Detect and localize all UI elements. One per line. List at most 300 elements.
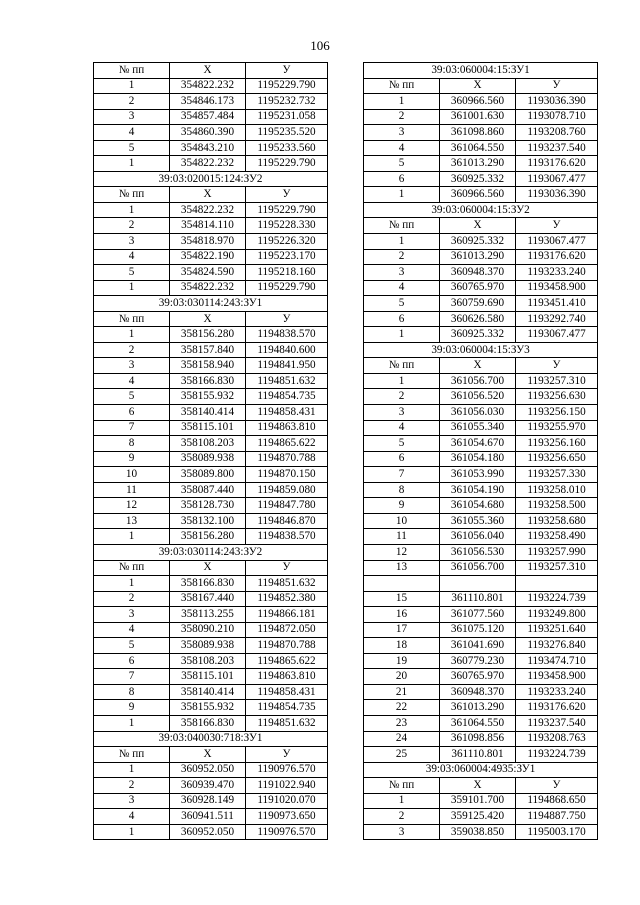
x-coordinate: 361054.680 bbox=[440, 498, 516, 514]
y-coordinate: 1194841.950 bbox=[246, 358, 328, 374]
point-number: 11 bbox=[94, 482, 170, 498]
table-header-row bbox=[364, 218, 598, 234]
table-row bbox=[94, 78, 328, 94]
point-number: 3 bbox=[364, 824, 440, 840]
parcel-title: 39:03:060004:15:ЗУ2 bbox=[364, 202, 598, 218]
y-coordinate: 1193224.739 bbox=[516, 591, 598, 607]
y-coordinate: 1194838.570 bbox=[246, 529, 328, 545]
table-row bbox=[364, 529, 598, 545]
point-number: 5 bbox=[364, 156, 440, 172]
x-coordinate: 361013.290 bbox=[440, 249, 516, 265]
table-row bbox=[364, 265, 598, 281]
y-coordinate: 1193233.240 bbox=[516, 265, 598, 281]
table-row bbox=[364, 669, 598, 685]
point-number: 3 bbox=[94, 607, 170, 623]
x-coordinate: 361054.180 bbox=[440, 451, 516, 467]
header-y: У bbox=[516, 358, 598, 374]
table-row bbox=[94, 467, 328, 483]
y-coordinate: 1194846.870 bbox=[246, 513, 328, 529]
y-coordinate: 1194870.788 bbox=[246, 638, 328, 654]
point-number: 25 bbox=[364, 747, 440, 763]
y-coordinate: 1195223.170 bbox=[246, 249, 328, 265]
point-number bbox=[364, 576, 440, 592]
table-row bbox=[94, 342, 328, 358]
point-number: 1 bbox=[94, 529, 170, 545]
x-coordinate: 358167.440 bbox=[170, 591, 246, 607]
point-number: 2 bbox=[94, 591, 170, 607]
header-num: № пп bbox=[94, 63, 170, 79]
y-coordinate: 1193249.800 bbox=[516, 607, 598, 623]
x-coordinate: 361053.990 bbox=[440, 467, 516, 483]
table-row bbox=[364, 389, 598, 405]
x-coordinate: 358166.830 bbox=[170, 715, 246, 731]
point-number: 4 bbox=[364, 280, 440, 296]
x-coordinate: 359125.420 bbox=[440, 809, 516, 825]
y-coordinate: 1190973.650 bbox=[246, 809, 328, 825]
header-x: Х bbox=[170, 311, 246, 327]
y-coordinate: 1193258.680 bbox=[516, 513, 598, 529]
y-coordinate: 1194868.650 bbox=[516, 793, 598, 809]
y-coordinate: 1193255.970 bbox=[516, 420, 598, 436]
y-coordinate: 1195233.560 bbox=[246, 140, 328, 156]
y-coordinate: 1195003.170 bbox=[516, 824, 598, 840]
x-coordinate: 360626.580 bbox=[440, 311, 516, 327]
x-coordinate: 359101.700 bbox=[440, 793, 516, 809]
x-coordinate: 361056.530 bbox=[440, 544, 516, 560]
header-num: № пп bbox=[364, 778, 440, 794]
point-number: 1 bbox=[94, 78, 170, 94]
table-row bbox=[364, 607, 598, 623]
table-row bbox=[94, 824, 328, 840]
y-coordinate: 1193258.010 bbox=[516, 482, 598, 498]
x-coordinate: 360966.560 bbox=[440, 94, 516, 110]
y-coordinate: 1193276.840 bbox=[516, 638, 598, 654]
parcel-title: 39:03:060004:15:ЗУ1 bbox=[364, 63, 598, 79]
point-number: 4 bbox=[94, 249, 170, 265]
table-row bbox=[94, 498, 328, 514]
point-number: 2 bbox=[364, 809, 440, 825]
table-row bbox=[94, 762, 328, 778]
point-number: 2 bbox=[94, 218, 170, 234]
x-coordinate: 358157.840 bbox=[170, 342, 246, 358]
table-row bbox=[94, 140, 328, 156]
table-header-row bbox=[364, 778, 598, 794]
y-coordinate: 1193067.477 bbox=[516, 171, 598, 187]
page-number: 106 bbox=[310, 38, 330, 53]
header-num: № пп bbox=[94, 311, 170, 327]
header-y: У bbox=[516, 78, 598, 94]
x-coordinate: 361064.550 bbox=[440, 715, 516, 731]
point-number: 4 bbox=[94, 622, 170, 638]
x-coordinate: 360765.970 bbox=[440, 669, 516, 685]
table-row bbox=[94, 202, 328, 218]
x-coordinate: 354860.390 bbox=[170, 125, 246, 141]
x-coordinate: 361013.290 bbox=[440, 700, 516, 716]
table-row bbox=[364, 311, 598, 327]
x-coordinate: 358108.203 bbox=[170, 436, 246, 452]
header-x: Х bbox=[170, 747, 246, 763]
y-coordinate: 1193036.390 bbox=[516, 187, 598, 203]
table-row bbox=[94, 436, 328, 452]
y-coordinate: 1193474.710 bbox=[516, 653, 598, 669]
point-number: 2 bbox=[364, 109, 440, 125]
y-coordinate: 1194865.622 bbox=[246, 653, 328, 669]
table-row bbox=[364, 513, 598, 529]
table-row bbox=[364, 280, 598, 296]
x-coordinate: 354822.232 bbox=[170, 280, 246, 296]
header-num: № пп bbox=[94, 747, 170, 763]
point-number: 22 bbox=[364, 700, 440, 716]
point-number: 7 bbox=[94, 669, 170, 685]
x-coordinate: 360925.332 bbox=[440, 234, 516, 250]
header-y: У bbox=[246, 747, 328, 763]
table-row bbox=[94, 607, 328, 623]
table-row bbox=[364, 234, 598, 250]
table-row bbox=[364, 809, 598, 825]
point-number: 3 bbox=[94, 793, 170, 809]
table-row bbox=[94, 653, 328, 669]
x-coordinate: 358115.101 bbox=[170, 669, 246, 685]
y-coordinate: 1195232.732 bbox=[246, 94, 328, 110]
table-row bbox=[94, 218, 328, 234]
x-coordinate: 361098.860 bbox=[440, 125, 516, 141]
header-num: № пп bbox=[94, 187, 170, 203]
x-coordinate: 361110.801 bbox=[440, 591, 516, 607]
y-coordinate: 1195226.320 bbox=[246, 234, 328, 250]
x-coordinate: 354857.484 bbox=[170, 109, 246, 125]
y-coordinate: 1193078.710 bbox=[516, 109, 598, 125]
point-number: 1 bbox=[94, 824, 170, 840]
table-row bbox=[364, 576, 598, 592]
point-number: 2 bbox=[94, 342, 170, 358]
x-coordinate bbox=[440, 576, 516, 592]
x-coordinate: 360948.370 bbox=[440, 684, 516, 700]
x-coordinate: 361110.801 bbox=[440, 747, 516, 763]
y-coordinate: 1193233.240 bbox=[516, 684, 598, 700]
x-coordinate: 361054.670 bbox=[440, 436, 516, 452]
point-number: 7 bbox=[94, 420, 170, 436]
x-coordinate: 358155.932 bbox=[170, 700, 246, 716]
x-coordinate: 358155.932 bbox=[170, 389, 246, 405]
header-x: Х bbox=[440, 358, 516, 374]
y-coordinate: 1191022.940 bbox=[246, 778, 328, 794]
point-number: 12 bbox=[94, 498, 170, 514]
header-y: У bbox=[516, 778, 598, 794]
x-coordinate: 361056.040 bbox=[440, 529, 516, 545]
point-number: 1 bbox=[94, 156, 170, 172]
x-coordinate: 360952.050 bbox=[170, 762, 246, 778]
y-coordinate: 1193208.763 bbox=[516, 731, 598, 747]
point-number: 4 bbox=[94, 373, 170, 389]
x-coordinate: 361056.030 bbox=[440, 405, 516, 421]
parcel-title: 39:03:030114:243:ЗУ2 bbox=[94, 544, 328, 560]
header-x: Х bbox=[440, 218, 516, 234]
y-coordinate: 1193067.477 bbox=[516, 327, 598, 343]
table-row bbox=[364, 498, 598, 514]
point-number: 3 bbox=[364, 125, 440, 141]
point-number: 6 bbox=[364, 171, 440, 187]
x-coordinate: 358089.938 bbox=[170, 638, 246, 654]
x-coordinate: 358087.440 bbox=[170, 482, 246, 498]
table-row bbox=[94, 373, 328, 389]
y-coordinate: 1193257.310 bbox=[516, 373, 598, 389]
point-number: 9 bbox=[94, 700, 170, 716]
point-number: 20 bbox=[364, 669, 440, 685]
x-coordinate: 359038.850 bbox=[440, 824, 516, 840]
table-row bbox=[94, 420, 328, 436]
point-number: 6 bbox=[364, 311, 440, 327]
point-number: 8 bbox=[94, 684, 170, 700]
x-coordinate: 358132.100 bbox=[170, 513, 246, 529]
y-coordinate: 1195231.058 bbox=[246, 109, 328, 125]
header-num: № пп bbox=[94, 560, 170, 576]
table-row bbox=[364, 731, 598, 747]
x-coordinate: 354843.210 bbox=[170, 140, 246, 156]
x-coordinate: 358089.800 bbox=[170, 467, 246, 483]
x-coordinate: 360765.970 bbox=[440, 280, 516, 296]
x-coordinate: 360966.560 bbox=[440, 187, 516, 203]
table-row bbox=[364, 405, 598, 421]
y-coordinate: 1194863.810 bbox=[246, 669, 328, 685]
x-coordinate: 361056.700 bbox=[440, 373, 516, 389]
y-coordinate: 1195229.790 bbox=[246, 202, 328, 218]
table-row bbox=[364, 451, 598, 467]
parcel-title-row bbox=[364, 202, 598, 218]
x-coordinate: 354822.232 bbox=[170, 156, 246, 172]
table-row bbox=[94, 513, 328, 529]
table-row bbox=[364, 793, 598, 809]
table-row bbox=[364, 249, 598, 265]
parcel-title: 39:03:040030:718:ЗУ1 bbox=[94, 731, 328, 747]
table-row bbox=[94, 125, 328, 141]
table-row bbox=[94, 684, 328, 700]
x-coordinate: 360952.050 bbox=[170, 824, 246, 840]
y-coordinate: 1193176.620 bbox=[516, 249, 598, 265]
header-x: Х bbox=[170, 187, 246, 203]
point-number: 13 bbox=[94, 513, 170, 529]
x-coordinate: 361056.700 bbox=[440, 560, 516, 576]
x-coordinate: 360925.332 bbox=[440, 327, 516, 343]
table-row bbox=[94, 249, 328, 265]
point-number: 1 bbox=[94, 715, 170, 731]
y-coordinate: 1194852.380 bbox=[246, 591, 328, 607]
table-row bbox=[364, 171, 598, 187]
point-number: 5 bbox=[364, 296, 440, 312]
point-number: 6 bbox=[94, 405, 170, 421]
table-row bbox=[364, 109, 598, 125]
table-row bbox=[94, 405, 328, 421]
x-coordinate: 361013.290 bbox=[440, 156, 516, 172]
x-coordinate: 354814.110 bbox=[170, 218, 246, 234]
table-row bbox=[94, 358, 328, 374]
header-y: У bbox=[246, 560, 328, 576]
x-coordinate: 361055.360 bbox=[440, 513, 516, 529]
table-row bbox=[364, 420, 598, 436]
point-number: 11 bbox=[364, 529, 440, 545]
table-row bbox=[94, 280, 328, 296]
point-number: 13 bbox=[364, 560, 440, 576]
point-number: 3 bbox=[94, 358, 170, 374]
x-coordinate: 360759.690 bbox=[440, 296, 516, 312]
point-number: 1 bbox=[94, 327, 170, 343]
y-coordinate: 1194863.810 bbox=[246, 420, 328, 436]
table-row bbox=[364, 373, 598, 389]
table-row bbox=[94, 451, 328, 467]
y-coordinate: 1193292.740 bbox=[516, 311, 598, 327]
table-header-row bbox=[94, 311, 328, 327]
point-number: 10 bbox=[94, 467, 170, 483]
table-row bbox=[364, 653, 598, 669]
table-row bbox=[94, 809, 328, 825]
parcel-title: 39:03:060004:15:ЗУ3 bbox=[364, 342, 598, 358]
table-row bbox=[364, 715, 598, 731]
x-coordinate: 361064.550 bbox=[440, 140, 516, 156]
point-number: 7 bbox=[364, 467, 440, 483]
header-num: № пп bbox=[364, 358, 440, 374]
table-header-row bbox=[364, 358, 598, 374]
x-coordinate: 361075.120 bbox=[440, 622, 516, 638]
table-row bbox=[364, 544, 598, 560]
table-row bbox=[364, 622, 598, 638]
table-row bbox=[364, 824, 598, 840]
x-coordinate: 358108.203 bbox=[170, 653, 246, 669]
point-number: 18 bbox=[364, 638, 440, 654]
header-y: У bbox=[516, 218, 598, 234]
table-row bbox=[94, 389, 328, 405]
table-row bbox=[364, 747, 598, 763]
point-number: 16 bbox=[364, 607, 440, 623]
table-row bbox=[364, 125, 598, 141]
y-coordinate: 1193237.540 bbox=[516, 715, 598, 731]
point-number: 1 bbox=[94, 762, 170, 778]
y-coordinate: 1193256.150 bbox=[516, 405, 598, 421]
x-coordinate: 358156.280 bbox=[170, 529, 246, 545]
y-coordinate: 1193256.160 bbox=[516, 436, 598, 452]
point-number: 3 bbox=[94, 234, 170, 250]
point-number: 2 bbox=[364, 249, 440, 265]
y-coordinate: 1194872.050 bbox=[246, 622, 328, 638]
point-number: 4 bbox=[364, 140, 440, 156]
point-number: 8 bbox=[94, 436, 170, 452]
header-x: Х bbox=[170, 63, 246, 79]
y-coordinate: 1193458.900 bbox=[516, 280, 598, 296]
table-row bbox=[364, 140, 598, 156]
coordinates-table-left bbox=[93, 62, 328, 840]
point-number: 3 bbox=[364, 265, 440, 281]
x-coordinate: 358166.830 bbox=[170, 373, 246, 389]
point-number: 5 bbox=[94, 389, 170, 405]
parcel-title-row bbox=[364, 762, 598, 778]
table-row bbox=[364, 187, 598, 203]
point-number: 2 bbox=[94, 94, 170, 110]
point-number: 1 bbox=[94, 576, 170, 592]
table-row bbox=[94, 715, 328, 731]
header-num: № пп bbox=[364, 78, 440, 94]
y-coordinate: 1191020.070 bbox=[246, 793, 328, 809]
point-number: 6 bbox=[94, 653, 170, 669]
point-number: 4 bbox=[94, 809, 170, 825]
y-coordinate: 1195229.790 bbox=[246, 280, 328, 296]
table-row bbox=[94, 700, 328, 716]
x-coordinate: 358089.938 bbox=[170, 451, 246, 467]
table-row bbox=[94, 156, 328, 172]
x-coordinate: 361098.856 bbox=[440, 731, 516, 747]
point-number: 24 bbox=[364, 731, 440, 747]
point-number: 1 bbox=[364, 234, 440, 250]
y-coordinate: 1193208.760 bbox=[516, 125, 598, 141]
y-coordinate: 1194870.150 bbox=[246, 467, 328, 483]
point-number: 4 bbox=[94, 125, 170, 141]
y-coordinate: 1193176.620 bbox=[516, 700, 598, 716]
parcel-title-row bbox=[94, 171, 328, 187]
x-coordinate: 361056.520 bbox=[440, 389, 516, 405]
point-number: 2 bbox=[94, 778, 170, 794]
table-row bbox=[94, 793, 328, 809]
x-coordinate: 361001.630 bbox=[440, 109, 516, 125]
table-row bbox=[364, 684, 598, 700]
point-number: 17 bbox=[364, 622, 440, 638]
y-coordinate: 1193257.330 bbox=[516, 467, 598, 483]
point-number: 19 bbox=[364, 653, 440, 669]
point-number: 1 bbox=[94, 202, 170, 218]
y-coordinate: 1194851.632 bbox=[246, 576, 328, 592]
point-number: 3 bbox=[364, 405, 440, 421]
table-row bbox=[94, 529, 328, 545]
y-coordinate: 1193458.900 bbox=[516, 669, 598, 685]
parcel-title-row bbox=[94, 544, 328, 560]
table-header-row bbox=[364, 78, 598, 94]
table-row bbox=[364, 436, 598, 452]
table-row bbox=[94, 94, 328, 110]
x-coordinate: 354824.590 bbox=[170, 265, 246, 281]
y-coordinate: 1194859.080 bbox=[246, 482, 328, 498]
point-number: 6 bbox=[364, 451, 440, 467]
y-coordinate: 1194887.750 bbox=[516, 809, 598, 825]
x-coordinate: 354822.190 bbox=[170, 249, 246, 265]
x-coordinate: 354822.232 bbox=[170, 202, 246, 218]
x-coordinate: 358140.414 bbox=[170, 405, 246, 421]
parcel-title-row bbox=[364, 342, 598, 358]
y-coordinate: 1194854.735 bbox=[246, 700, 328, 716]
point-number: 5 bbox=[364, 436, 440, 452]
table-row bbox=[364, 560, 598, 576]
table-row bbox=[94, 669, 328, 685]
header-y: У bbox=[246, 311, 328, 327]
y-coordinate: 1194840.600 bbox=[246, 342, 328, 358]
point-number: 1 bbox=[364, 187, 440, 203]
table-row bbox=[94, 622, 328, 638]
table-row bbox=[94, 778, 328, 794]
x-coordinate: 358090.210 bbox=[170, 622, 246, 638]
y-coordinate: 1194851.632 bbox=[246, 373, 328, 389]
table-row bbox=[94, 265, 328, 281]
table-header-row bbox=[94, 63, 328, 79]
point-number: 5 bbox=[94, 638, 170, 654]
table-row bbox=[364, 467, 598, 483]
y-coordinate: 1193256.630 bbox=[516, 389, 598, 405]
point-number: 8 bbox=[364, 482, 440, 498]
y-coordinate: 1195229.790 bbox=[246, 78, 328, 94]
y-coordinate: 1195218.160 bbox=[246, 265, 328, 281]
x-coordinate: 360941.511 bbox=[170, 809, 246, 825]
y-coordinate: 1194870.788 bbox=[246, 451, 328, 467]
point-number: 10 bbox=[364, 513, 440, 529]
coordinates-table-right bbox=[363, 62, 598, 840]
y-coordinate: 1190976.570 bbox=[246, 762, 328, 778]
y-coordinate: 1190976.570 bbox=[246, 824, 328, 840]
x-coordinate: 358140.414 bbox=[170, 684, 246, 700]
y-coordinate: 1194851.632 bbox=[246, 715, 328, 731]
